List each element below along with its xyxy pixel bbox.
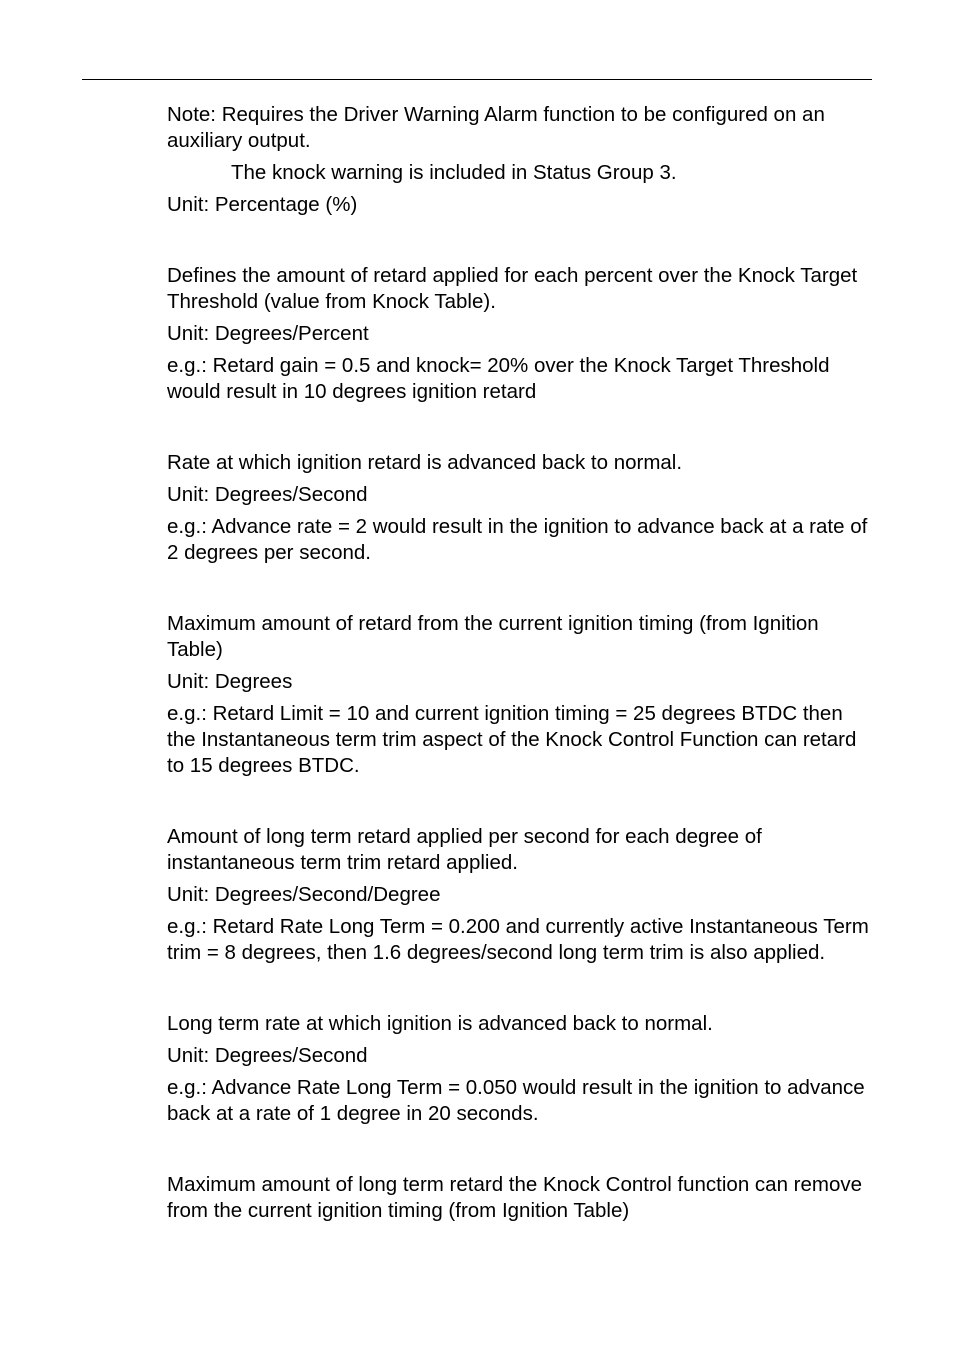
note-paragraph: Note: Requires the Driver Warning Alarm function to be configured on an auxiliary output. — [167, 103, 825, 152]
status-group-paragraph: The knock warning is included in Status Group 3. — [231, 161, 677, 184]
section-warning-threshold — [167, 102, 872, 218]
description-paragraph: Long term rate at which ignition is advanced back to normal. — [167, 1012, 713, 1035]
unit-paragraph: Unit: Degrees — [167, 670, 293, 693]
description-paragraph: Maximum amount of retard from the current ignition timing (from Ignition Table) — [167, 612, 819, 661]
unit-paragraph: Unit: Degrees/Second — [167, 1044, 368, 1067]
unit-paragraph: Unit: Degrees/Second/Degree — [167, 883, 441, 906]
example-paragraph: e.g.: Retard gain = 0.5 and knock= 20% over the Knock Target Threshold would result in 10 degrees ignition retard — [167, 354, 830, 403]
description-paragraph: Amount of long term retard applied per second for each degree of instantaneous term trim retard applied. — [167, 825, 762, 874]
section-advance-rate-long-term — [167, 1011, 872, 1127]
document-body — [167, 102, 872, 1230]
description-paragraph: Defines the amount of retard applied for each percent over the Knock Target Threshold (value from Knock Table). — [167, 264, 858, 313]
description-paragraph: Rate at which ignition retard is advanced back to normal. — [167, 451, 683, 474]
section-retard-rate-long-term — [167, 824, 872, 966]
unit-paragraph: Unit: Degrees/Percent — [167, 322, 369, 345]
example-paragraph: e.g.: Retard Rate Long Term = 0.200 and currently active Instantaneous Term trim = 8 degrees, then 1.6 degrees/second long term trim is also applied. — [167, 915, 869, 964]
example-paragraph: e.g.: Retard Limit = 10 and current ignition timing = 25 degrees BTDC then the Instantaneous term trim aspect of the Knock Control Function can retard to 15 degrees BTDC. — [167, 702, 857, 777]
unit-paragraph: Unit: Percentage (%) — [167, 193, 358, 216]
description-paragraph: Maximum amount of long term retard the Knock Control function can remove from the current ignition timing (from Ignition Table) — [167, 1173, 863, 1222]
section-retard-gain — [167, 263, 872, 405]
header-rule — [82, 79, 872, 80]
section-retard-limit-long-term — [167, 1172, 872, 1224]
unit-paragraph: Unit: Degrees/Second — [167, 483, 368, 506]
example-paragraph: e.g.: Advance rate = 2 would result in the ignition to advance back at a rate of 2 degrees per second. — [167, 515, 868, 564]
section-retard-limit — [167, 611, 872, 779]
section-advance-rate — [167, 450, 872, 566]
example-paragraph: e.g.: Advance Rate Long Term = 0.050 would result in the ignition to advance back at a rate of 1 degree in 20 seconds. — [167, 1076, 865, 1125]
